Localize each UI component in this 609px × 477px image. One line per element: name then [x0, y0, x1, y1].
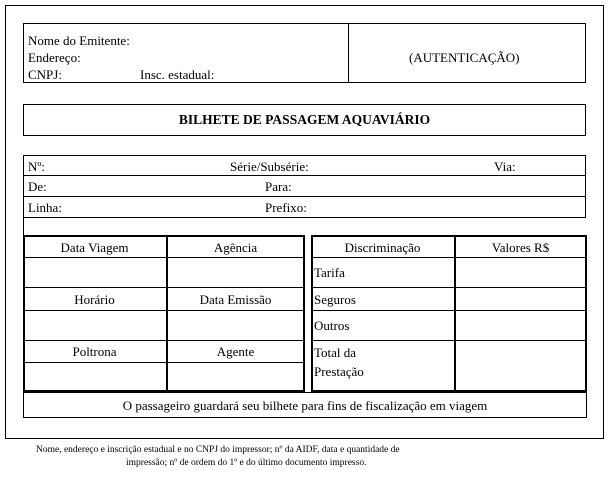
issuer-name-label: Nome do Emitente: — [28, 33, 130, 48]
right-table-row-1 — [311, 257, 587, 258]
right-table-col-divider — [454, 235, 456, 392]
printer-info-line1: Nome, endereço e inscrição estadual e no CNPJ do impressor; nº da AIDF, data e quantidade de — [36, 445, 400, 455]
others-label: Outros — [314, 318, 350, 333]
left-table-row-3 — [23, 310, 305, 311]
state-registration-label: Insc. estadual: — [140, 67, 215, 82]
printer-info-line2: impressão; nº de ordem do 1º e do último documento impresso. — [126, 458, 367, 468]
insurance-label: Seguros — [314, 292, 356, 307]
agent-label: Agente — [216, 344, 255, 359]
right-table-row-4 — [311, 340, 587, 341]
header-divider — [348, 23, 349, 83]
total-label-line2: Prestação — [314, 364, 364, 379]
to-label: Para: — [265, 179, 292, 194]
left-table-row-2 — [23, 287, 305, 288]
info-row-divider-1 — [23, 175, 586, 176]
issue-date-label: Data Emissão — [199, 292, 272, 307]
from-label: De: — [28, 179, 47, 194]
agency-label: Agência — [213, 240, 258, 255]
passenger-notice: O passageiro guardará seu bilhete para fins de fiscalização em viagem — [122, 398, 488, 413]
copy-label: Via: — [494, 159, 516, 174]
left-table-col-divider — [166, 235, 168, 392]
address-label: Endereço: — [28, 50, 81, 65]
right-table-row-3 — [311, 310, 587, 311]
right-table-row-2 — [311, 287, 587, 288]
fare-label: Tarifa — [314, 265, 345, 280]
seat-label: Poltrona — [72, 344, 117, 359]
prefix-label: Prefixo: — [265, 200, 307, 215]
document-title: BILHETE DE PASSAGEM AQUAVIÁRIO — [178, 112, 431, 127]
travel-date-label: Data Viagem — [60, 240, 129, 255]
total-label-line1: Total da — [314, 345, 357, 360]
info-row-divider-2 — [23, 196, 586, 197]
left-table-row-4 — [23, 340, 305, 341]
series-label: Série/Subsérie: — [230, 159, 309, 174]
values-header: Valores R$ — [491, 240, 550, 255]
number-label: Nº: — [28, 159, 46, 174]
time-label: Horário — [74, 292, 115, 307]
description-header: Discriminação — [344, 240, 421, 255]
travel-details-table — [23, 235, 305, 392]
left-table-row-1 — [23, 257, 305, 258]
cnpj-label: CNPJ: — [28, 67, 62, 82]
authentication-label: (AUTENTICAÇÃO) — [409, 50, 520, 65]
left-table-row-5 — [23, 362, 305, 363]
line-label: Linha: — [28, 200, 62, 215]
